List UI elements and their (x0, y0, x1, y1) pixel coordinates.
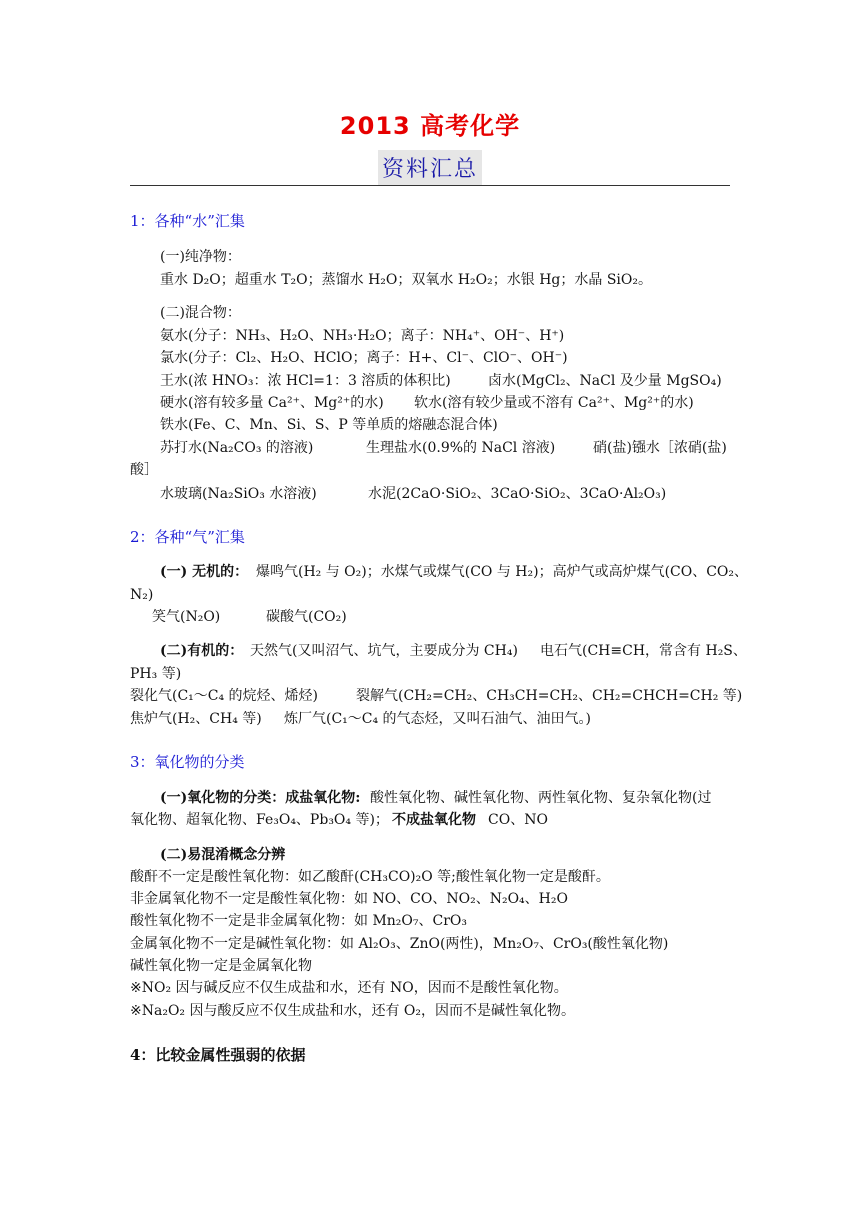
text-line: (二)混合物： (160, 305, 241, 321)
text-line: 酸性氧化物不一定是非金属氧化物：如 Mn₂O₇、CrO₃ (130, 913, 467, 929)
text-line: ※NO₂ 因与碱反应不仅生成盐和水，还有 NO，因而不是酸性氧化物。 (130, 980, 568, 996)
text-line: PH₃ 等) (130, 666, 182, 682)
text-line: 铁水(Fe、C、Mn、Si、S、P 等单质的熔融态混合体) (160, 417, 498, 433)
text-line: 重水 D₂O；超重水 T₂O；蒸馏水 H₂O；双氧水 H₂O₂；水银 Hg；水晶 SiO₂。 (160, 272, 652, 288)
text-line: 软水(溶有较少量或不溶有 Ca²⁺、Mg²⁺的水) (414, 395, 694, 411)
text-line: 硝(盐)镪水［浓硝(盐) (593, 440, 727, 456)
text-line: 硬水(溶有较多量 Ca²⁺、Mg²⁺的水) (160, 395, 384, 411)
text-line: 金属氧化物不一定是碱性氧化物：如 Al₂O₃、ZnO(两性)，Mn₂O₇、CrO₃(酸性氧化物) (130, 936, 669, 952)
text-line: 卤水(MgCl₂、NaCl 及少量 MgSO₄) (488, 373, 722, 389)
text-line: 氧化物、超氧化物、Fe₃O₄、Pb₃O₄ 等)； (130, 812, 389, 828)
text-line: 天然气(又叫沼气、坑气，主要成分为 CH₄) (250, 643, 518, 659)
text-line: 碱性氧化物一定是金属氧化物 (130, 958, 312, 974)
text-line: 电石气(CH≡CH，常含有 H₂S、 (540, 643, 747, 659)
page-subtitle: 资料汇总 (378, 150, 482, 185)
text-line: (一)氧化物的分类：成盐氧化物: (160, 790, 361, 806)
text-line: (二)有机的： (160, 643, 244, 659)
text-line: 酸性氧化物、碱性氧化物、两性氧化物、复杂氧化物(过 (370, 790, 712, 806)
page-title: 2013 高考化学 (339, 112, 521, 140)
text-line: 爆鸣气(H₂ 与 O₂)；水煤气或煤气(CO 与 H₂)；高炉气或高炉煤气(CO、CO₂、 (256, 564, 749, 580)
text-line: 水玻璃(Na₂SiO₃ 水溶液) (160, 486, 317, 502)
text-line: 碳酸气(CO₂) (266, 609, 347, 625)
section-heading-water: 1：各种“水”汇集 (130, 212, 245, 230)
text-line: ※Na₂O₂ 因与酸反应不仅生成盐和水，还有 O₂，因而不是碱性氧化物。 (130, 1003, 576, 1019)
text-line: N₂) (130, 587, 154, 603)
title-divider (130, 185, 730, 186)
text-line: 焦炉气(H₂、CH₄ 等) (130, 711, 262, 727)
text-line: 裂解气(CH₂=CH₂、CH₃CH=CH₂、CH₂=CHCH=CH₂ 等) (356, 688, 743, 704)
text-line: 生理盐水(0.9%的 NaCl 溶液) (366, 440, 556, 456)
text-line: 裂化气(C₁～C₄ 的烷烃、烯烃) (130, 688, 319, 704)
section-heading-oxides: 3：氧化物的分类 (130, 753, 245, 771)
text-line: 酸］ (130, 462, 158, 478)
text-line: 非金属氧化物不一定是酸性氧化物：如 NO、CO、NO₂、N₂O₄、H₂O (130, 891, 568, 907)
text-line: (一) 无机的： (160, 564, 249, 580)
text-line: 氯水(分子：Cl₂、H₂O、HClO；离子：H+、Cl⁻、ClO⁻、OH⁻) (160, 350, 568, 366)
text-line: 水泥(2CaO·SiO₂、3CaO·SiO₂、3CaO·Al₂O₃) (368, 486, 667, 502)
text-line: 不成盐氧化物 (392, 812, 476, 828)
text-line: 笑气(N₂O) (152, 609, 221, 625)
text-line: (二)易混淆概念分辨 (160, 847, 286, 863)
section-heading-gas: 2：各种“气”汇集 (130, 528, 245, 546)
section-heading-metal: 4：比较金属性强弱的依据 (130, 1046, 306, 1064)
text-line: (一)纯净物： (160, 249, 241, 265)
text-line: 炼厂气(C₁～C₄ 的气态烃，又叫石油气、油田气。) (284, 711, 592, 727)
text-line: CO、NO (488, 812, 548, 828)
text-line: 苏打水(Na₂CO₃ 的溶液) (160, 440, 314, 456)
text-line: 王水(浓 HNO₃：浓 HCl=1：3 溶质的体积比) (160, 373, 451, 389)
text-line: 酸酐不一定是酸性氧化物：如乙酸酐(CH₃CO)₂O 等;酸性氧化物一定是酸酐。 (130, 869, 610, 885)
text-line: 氨水(分子：NH₃、H₂O、NH₃·H₂O；离子：NH₄⁺、OH⁻、H⁺) (160, 328, 565, 344)
